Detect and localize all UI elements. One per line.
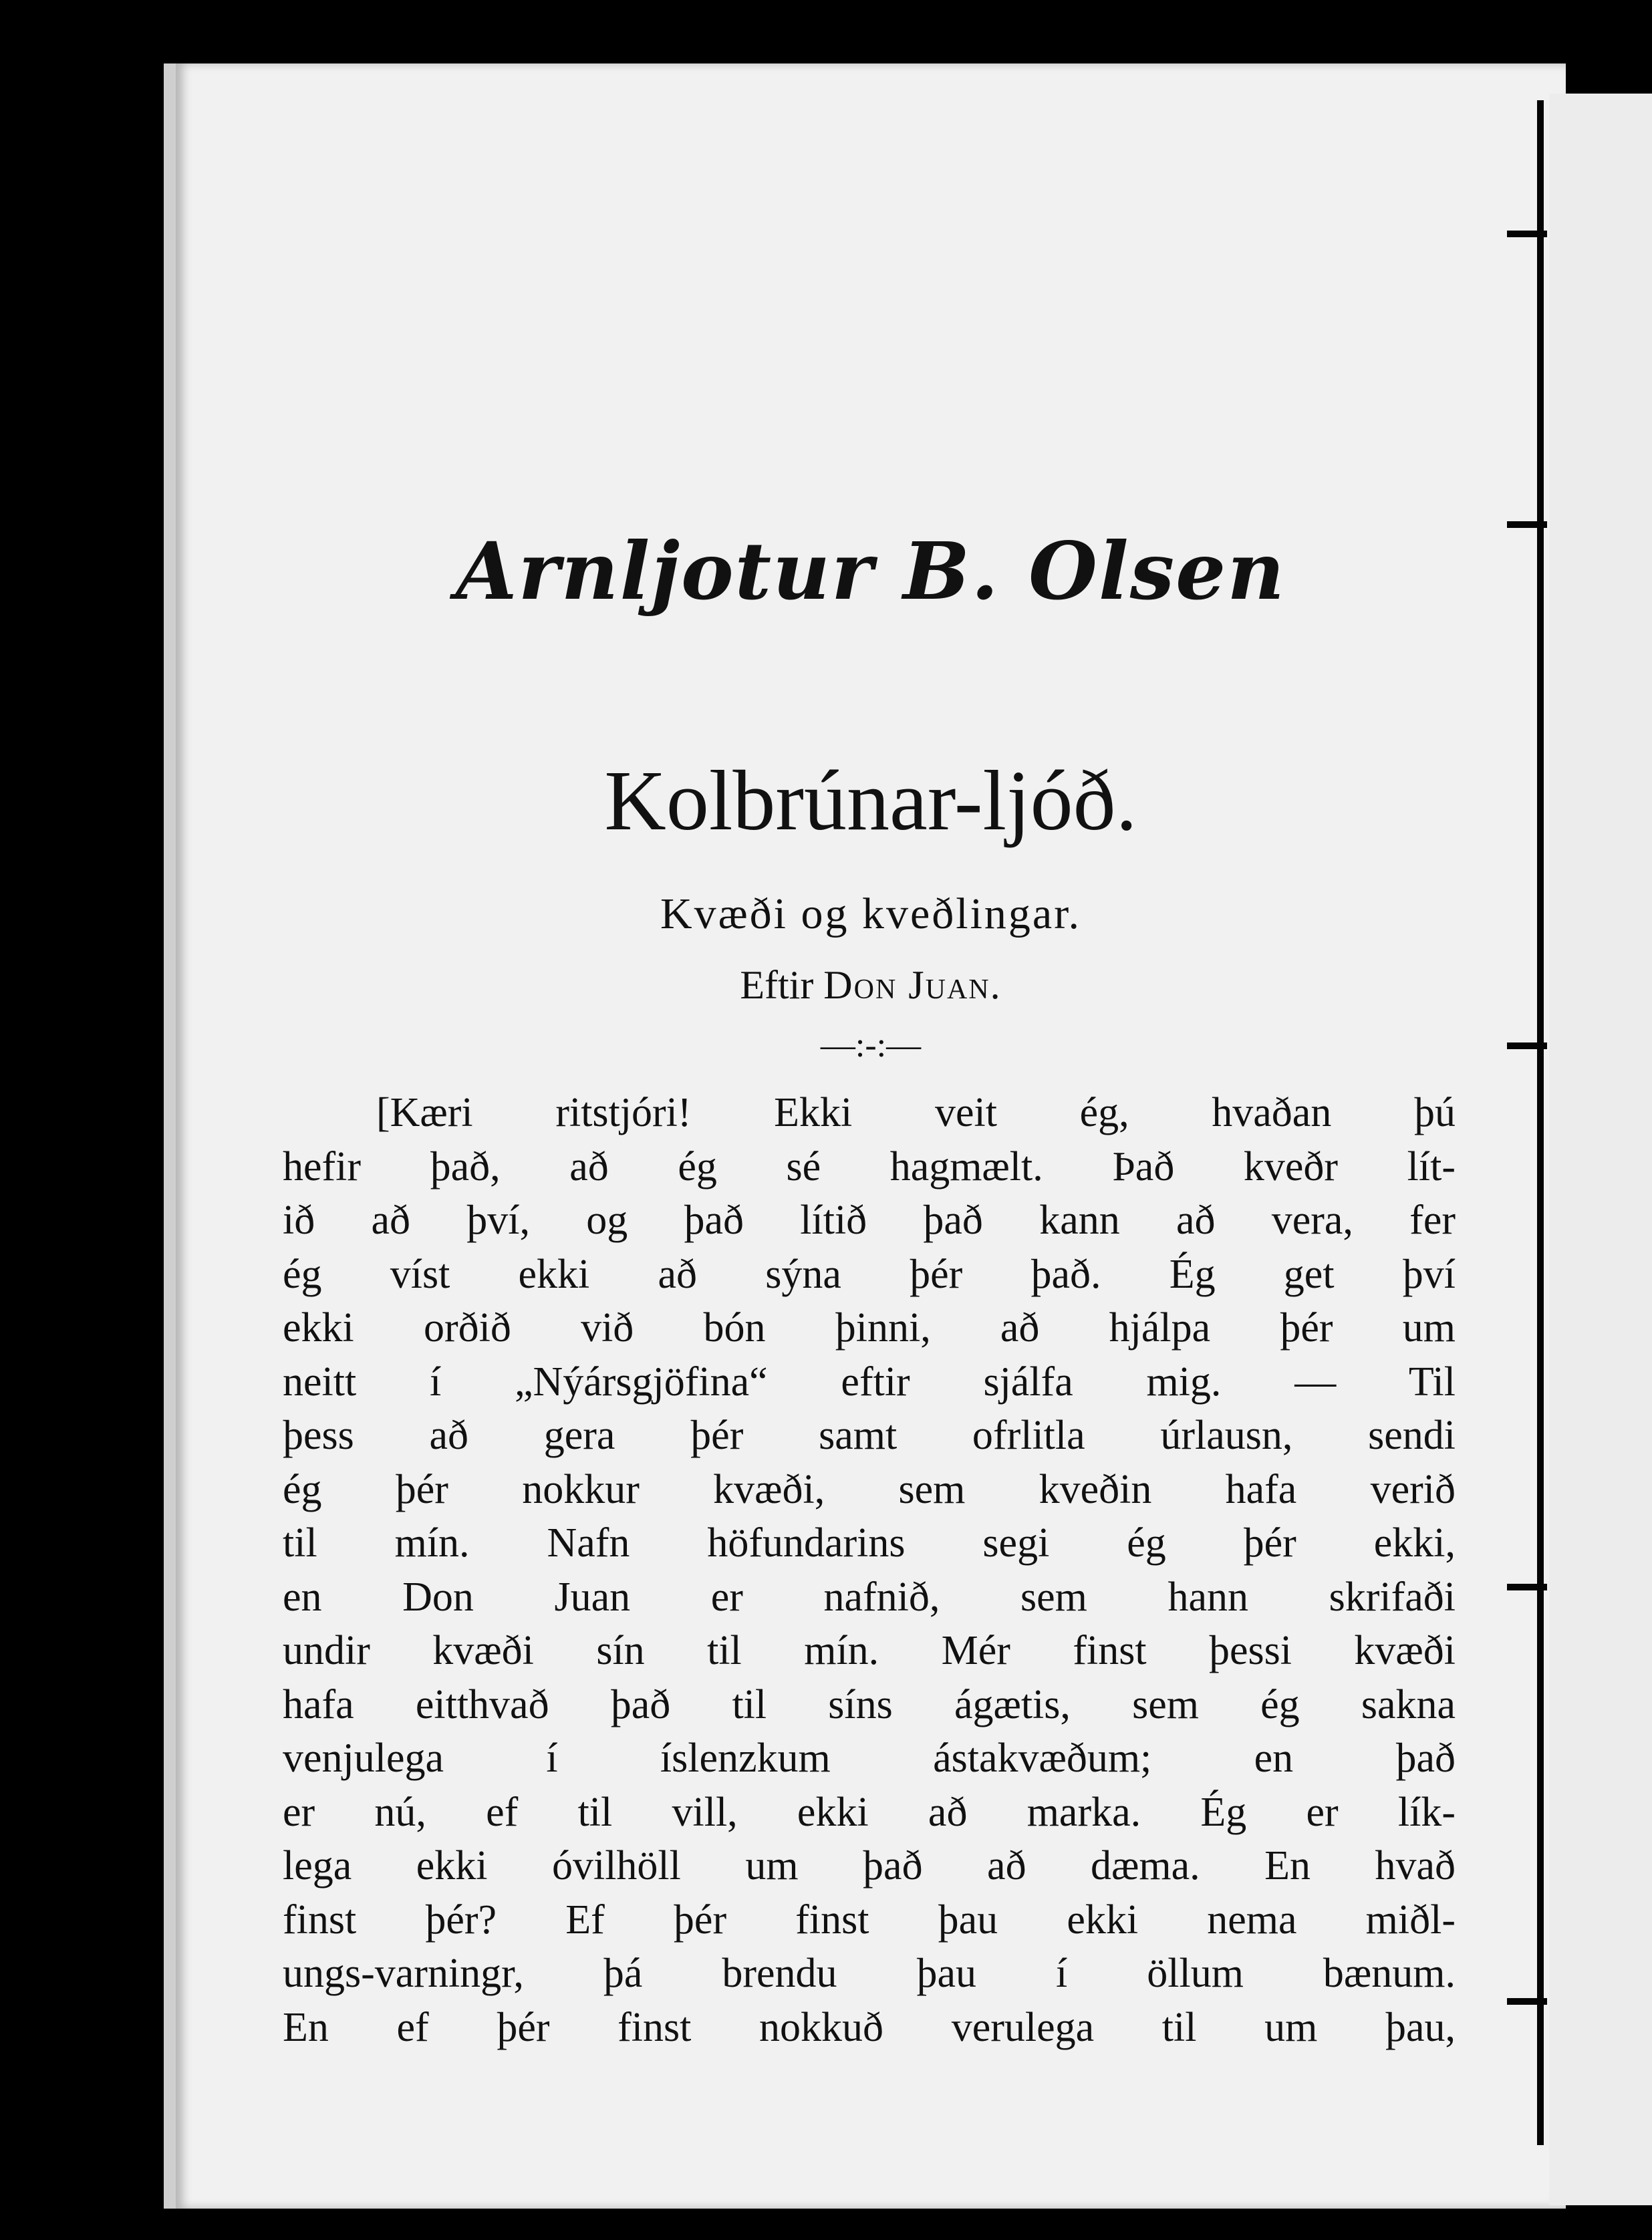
text-line: lega ekki óvilhöll um það að dæma. En hvað bbox=[283, 1843, 1456, 1888]
handwritten-signature: Arnljotur B. Olsen bbox=[455, 525, 1286, 617]
subtitle: Kvæði og kveðlingar. bbox=[660, 889, 1082, 938]
text-line: þess að gera þér samt ofrlitla úrlausn, sendi bbox=[283, 1413, 1456, 1458]
text-line: ég þér nokkur kvæði, sem kveðin hafa verið bbox=[283, 1466, 1456, 1512]
binding-stitch bbox=[1507, 231, 1547, 237]
author-line bbox=[176, 962, 1566, 1008]
text-line: en Don Juan er nafnið, sem hann skrifaði bbox=[283, 1574, 1456, 1620]
book-page bbox=[164, 63, 1566, 2209]
text-line: ið að því, og það lítið það kann að vera, fer bbox=[283, 1198, 1456, 1243]
binding-spine bbox=[1537, 100, 1544, 2145]
author-prefix: Eftir bbox=[740, 963, 814, 1007]
text-line: er nú, ef til vill, ekki að marka. Ég er lík- bbox=[283, 1789, 1456, 1835]
text-line: til mín. Nafn höfundarins segi ég þér ekki, bbox=[283, 1520, 1456, 1566]
section-divider: —:-:— bbox=[820, 1026, 922, 1065]
text-line: ég víst ekki að sýna þér það. Ég get því bbox=[283, 1251, 1456, 1297]
text-line: [Kæri ritstjóri! Ekki veit ég, hvaðan þú bbox=[376, 1090, 1456, 1135]
text-line: hefir það, að ég sé hagmælt. Það kveðr lít- bbox=[283, 1143, 1456, 1189]
binding-stitch bbox=[1507, 521, 1547, 528]
text-line: neitt í „Nýársgjöfina“ eftir sjálfa mig. — Til bbox=[283, 1359, 1456, 1405]
facing-page-edge bbox=[1549, 94, 1652, 2205]
body-text bbox=[283, 1086, 1456, 2054]
text-line: undir kvæði sín til mín. Mér finst þessi kvæði bbox=[283, 1628, 1456, 1673]
text-line: finst þér? Ef þér finst þau ekki nema miðl- bbox=[283, 1897, 1456, 1943]
text-line: hafa eitthvað það til síns ágætis, sem ég sakna bbox=[283, 1681, 1456, 1727]
author-name: Don Juan. bbox=[823, 963, 1002, 1007]
binding-stitch bbox=[1507, 1584, 1547, 1590]
text-line: ungs-varningr, þá brendu þau í öllum bænum. bbox=[283, 1951, 1456, 1996]
binding-stitch bbox=[1507, 1998, 1547, 2005]
binding-stitch bbox=[1507, 1042, 1547, 1049]
text-line: venjulega í íslenzkum ástakvæðum; en það bbox=[283, 1735, 1456, 1781]
text-line: ekki orðið við bón þinni, að hjálpa þér um bbox=[283, 1305, 1456, 1351]
page-title: Kolbrúnar-ljóð. bbox=[604, 753, 1137, 848]
text-line: En ef þér finst nokkuð verulega til um þau, bbox=[283, 2004, 1456, 2050]
